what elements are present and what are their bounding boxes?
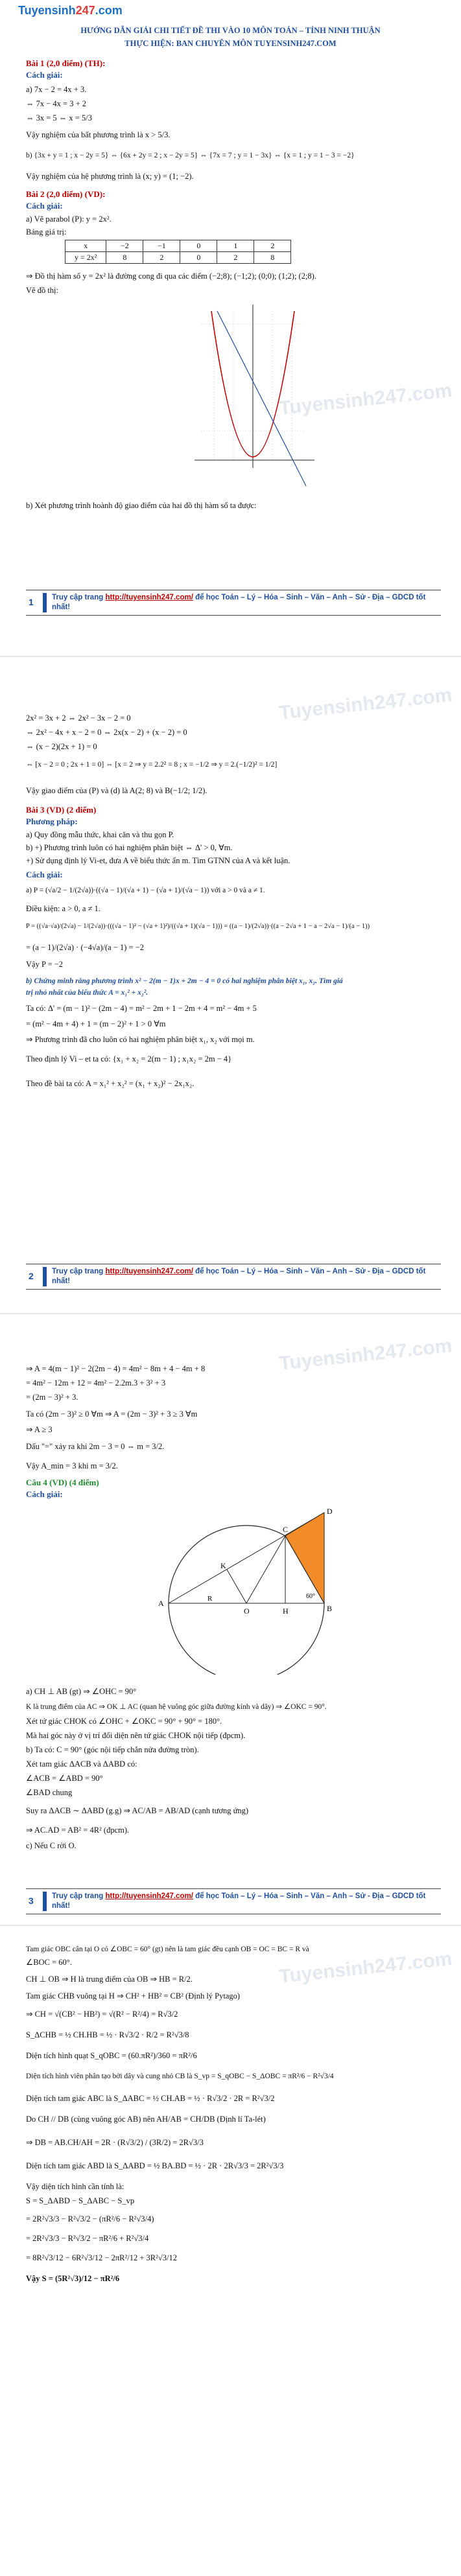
watermark: Tuyensinh247.com <box>278 1948 453 1988</box>
text-line: CH ⊥ OB ⇒ H là trung điểm của OB ⇒ HB = R/2. <box>26 1975 193 1984</box>
text-line: Xét tam giác ΔACB và ΔABD có: <box>26 1759 137 1769</box>
text-line: Vậy S = (5R²√3)/12 − πR²/6 <box>26 2274 120 2283</box>
footer-text: Truy cập trang http://tuyensinh247.com/ để học Toán – Lý – Hóa – Sinh – Văn – Anh – Sử - Địa – GDCD tốt nhất! <box>52 594 426 611</box>
fig-label-H: H <box>283 1607 289 1616</box>
text-line: a) Quy đồng mẫu thức, khai căn và thu gọn P. <box>26 830 174 839</box>
table-cell: −1 <box>143 240 180 252</box>
text-line: Vậy nghiệm của hệ phương trình là (x; y) = (1; −2). <box>26 172 194 181</box>
page-number: 2 <box>29 1271 34 1281</box>
page-3 <box>0 1318 461 1960</box>
page-separator <box>0 1925 461 1926</box>
fig-label-K: K <box>220 1561 226 1570</box>
page-separator <box>0 656 461 657</box>
text-line: +) Sử dụng định lý Vi-et, đưa A về biểu thức ẩn m. Tìm GTNN của A và kết luận. <box>26 856 290 865</box>
text-line: Ta có: Δ' = (m − 1)² − (2m − 4) = m² − 2m + 1 − 2m + 4 = m² − 4m + 5 <box>26 1004 257 1013</box>
page-separator <box>0 1313 461 1314</box>
text-line: Theo định lý Vi – et ta có: {x₁ + x₂ = 2(m − 1) ; x₁x₂ = 2m − 4} <box>26 1054 232 1063</box>
text-line: ⇔ 2x² − 4x + x − 2 = 0 ⇔ 2x(x − 2) + (x − 2) = 0 <box>26 728 187 737</box>
text-line: K là trung điểm của AC ⇒ OK ⊥ AC (quan hệ vuông góc giữa đường kính và dây) ⇒ ∠OKC = 90°. <box>26 1703 327 1711</box>
table-row <box>65 240 291 252</box>
page-footer <box>26 590 441 616</box>
text-line: ∠ACB = ∠ABD = 90° <box>26 1774 103 1783</box>
footer-link[interactable]: http://tuyensinh247.com/ <box>105 594 193 601</box>
text-line: a) P = (√a/2 − 1/(2√a))·((√a − 1)/(√a + 1) − (√a + 1)/(√a − 1)) với a > 0 và a ≠ 1. <box>26 887 265 894</box>
fig-label-A: A <box>158 1599 164 1608</box>
text-line: Vậy nghiệm của bất phương trình là x > 5/3. <box>26 130 171 139</box>
footer-bar <box>43 1267 47 1286</box>
text-line: = 4m² − 12m + 12 = 4m² − 2.2m.3 + 3² + 3 <box>26 1378 166 1387</box>
parabol-graph <box>156 298 350 493</box>
table-cell: 0 <box>180 240 217 252</box>
text-line: ∠BAD chung <box>26 1788 73 1797</box>
section-heading: Câu 4 (VD) (4 điểm) <box>26 1478 99 1487</box>
method-heading: Phương pháp: <box>26 817 78 826</box>
table-cell: 2 <box>217 252 254 264</box>
page-2 <box>0 661 461 1309</box>
text-line: ⇒ AC.AD = AB² = 4R² (đpcm). <box>26 1826 130 1835</box>
text-line: 2x² = 3x + 2 ⇔ 2x² − 3x − 2 = 0 <box>26 714 131 723</box>
text-line: c) Nếu C rời O. <box>26 1841 77 1850</box>
footer-bar <box>43 1892 47 1911</box>
text-line: Vẽ đồ thị: <box>26 286 58 295</box>
text-line: ⇒ A = 4(m − 1)² − 2(2m − 4) = 4m² − 8m + 4 − 4m + 8 <box>26 1364 206 1373</box>
table-cell: y = 2x² <box>65 252 106 264</box>
text-line: S_ΔCHB = ½ CH.HB = ½ · R√3/2 · R/2 = R²√3/8 <box>26 2030 189 2039</box>
text-line: a) Vẽ parabol (P): y = 2x². <box>26 215 112 224</box>
text-line: Theo đề bài ta có: A = x₁² + x₂² = (x₁ + x₂)² − 2x₁x₂. <box>26 1079 195 1088</box>
text-line: ⇔ (x − 2)(2x + 1) = 0 <box>26 742 97 751</box>
table-cell: −2 <box>106 240 143 252</box>
footer-link[interactable]: http://tuyensinh247.com/ <box>105 1268 193 1275</box>
method-heading: Cách giải: <box>26 870 63 879</box>
question-text: trị nhỏ nhất của biểu thức A = x₁² + x₂². <box>26 989 148 997</box>
text-line: ⇒ Đồ thị hàm số y = 2x² là đường cong đi qua các điểm (−2;8); (−1;2); (0;0); (1;2); (2;8). <box>26 272 316 281</box>
text-line: Tam giác OBC cân tại O có ∠OBC = 60° (gt) nên là tam giác đều cạnh OB = OC = BC = R và <box>26 1945 309 1953</box>
text-line: Suy ra ΔACB ∼ ΔABD (g.g) ⇒ AC/AB = AB/AD (cạnh tương ứng) <box>26 1806 249 1815</box>
text-line: = 2R²√3/3 − R²√3/2 − πR²/6 + R²√3/4 <box>26 2234 149 2243</box>
method-heading: Cách giải: <box>26 201 63 211</box>
text-line: Diện tích hình quạt S_qOBC = (60.πR²)/360 = πR²/6 <box>26 2051 197 2060</box>
text-line: Điều kiện: a > 0, a ≠ 1. <box>26 904 100 913</box>
table-cell: 8 <box>254 252 291 264</box>
fig-label-angle: 60° <box>306 1593 315 1600</box>
text-line: Vậy giao điểm của (P) và (d) là A(2; 8) và B(−1/2; 1/2). <box>26 786 207 795</box>
text-line: = 2R²√3/3 − R²√3/2 − (πR²/6 − R²√3/4) <box>26 2214 154 2223</box>
watermark: Tuyensinh247.com <box>278 684 453 724</box>
table-cell: 1 <box>217 240 254 252</box>
section-heading: Bài 2 (2,0 điểm) (VD): <box>26 189 106 199</box>
fig-label-O: O <box>244 1607 250 1616</box>
text-line: Dấu "=" xảy ra khi 2m − 3 = 0 ⇔ m = 3/2. <box>26 1442 165 1451</box>
text-line: b) Xét phương trình hoành độ giao điểm của hai đồ thị hàm số ta được: <box>26 501 257 510</box>
text-line: Bảng giá trị: <box>26 227 67 237</box>
question-text: b) Chứng minh rằng phương trình x² − 2(m − 1)x + 2m − 4 = 0 có hai nghiệm phân biệt x₁, x₂. Tìm giá <box>26 977 343 985</box>
text-line: Diện tích tam giác ABD là S_ΔABD = ½ BA.BD = ½ · 2R · 2R√3/3 = 2R²√3/3 <box>26 2161 284 2170</box>
watermark: Tuyensinh247.com <box>278 380 453 419</box>
brand-logo: Tuyensinh247.com <box>18 4 123 17</box>
text-line: S = S_ΔABD − S_ΔABC − S_vp <box>26 2196 135 2205</box>
page-subtitle: THỰC HIỆN: BAN CHUYÊN MÔN TUYENSINH247.COM <box>124 39 337 48</box>
text-line: b) Ta có: C = 90° (góc nội tiếp chắn nửa đường tròn). <box>26 1745 199 1754</box>
footer-text: Truy cập trang http://tuyensinh247.com/ để học Toán – Lý – Hóa – Sinh – Văn – Anh – Sử - Địa – GDCD tốt nhất! <box>52 1892 426 1910</box>
page-number: 1 <box>29 597 34 607</box>
text-line: = 8R²√3/12 − 6R²√3/12 − 2πR²/12 + 3R²√3/12 <box>26 2253 177 2262</box>
fig-label-R: R <box>207 1595 213 1603</box>
footer-link[interactable]: http://tuyensinh247.com/ <box>105 1892 193 1900</box>
text-line: ⇒ CH = √(CB² − HB²) = √(R² − R²/4) = R√3/2 <box>26 2010 178 2019</box>
page-4 <box>0 1931 461 2576</box>
section-heading: Bài 3 (VD) (2 điểm) <box>26 805 97 815</box>
fig-label-B: B <box>327 1604 333 1613</box>
text-line: Vậy diện tích hình cần tính là: <box>26 2182 124 2191</box>
text-line: a) CH ⊥ AB (gt) ⇒ ∠OHC = 90° <box>26 1687 137 1696</box>
watermark: Tuyensinh247.com <box>278 1335 453 1375</box>
table-cell: x <box>65 240 106 252</box>
page-number: 3 <box>29 1896 34 1906</box>
text-line: = (2m − 3)² + 3. <box>26 1393 78 1402</box>
text-line: a) 7x − 2 = 4x + 3. <box>26 85 87 94</box>
method-heading: Cách giải: <box>26 70 63 80</box>
text-line: ⇔ 7x − 4x = 3 + 2 <box>26 99 87 108</box>
text-line: Vậy A_min = 3 khi m = 3/2. <box>26 1461 118 1470</box>
page-footer <box>26 1888 441 1914</box>
footer-bar <box>43 593 47 612</box>
text-line: ⇔ [x − 2 = 0 ; 2x + 1 = 0] ⇔ [x = 2 ⇒ y = 2.2² = 8 ; x = −1/2 ⇒ y = 2.(−1/2)² = 1/2] <box>26 761 278 769</box>
text-line: Diện tích tam giác ABC là S_ΔABC = ½ CH.AB = ½ · R√3/2 · 2R = R²√3/2 <box>26 2094 275 2103</box>
text-line: Ta có (2m − 3)² ≥ 0 ∀m ⇒ A = (2m − 3)² + 3 ≥ 3 ∀m <box>26 1410 198 1419</box>
page-title: HƯỚNG DẪN GIẢI CHI TIẾT ĐỀ THI VÀO 10 MÔN TOÁN – TỈNH NINH THUẬN <box>80 26 381 35</box>
table-cell: 8 <box>106 252 143 264</box>
table-cell: 2 <box>254 240 291 252</box>
text-line: = (m² − 4m + 4) + 1 = (m − 2)² + 1 > 0 ∀m <box>26 1019 166 1028</box>
text-line: Mà hai góc này ở vị trí đối diện nên tứ giác CHOK nội tiếp (đpcm). <box>26 1731 246 1740</box>
text-line: b) {3x + y = 1 ; x − 2y = 5} ⇔ {6x + 2y = 2 ; x − 2y = 5} ⇔ {7x = 7 ; y = 1 − 3x} ⇔ {x = 1 ; y = 1 − 3 = −2} <box>26 152 355 159</box>
text-line: = (a − 1)/(2√a) · (−4√a)/(a − 1) = −2 <box>26 943 144 952</box>
text-line: P = ((√a·√a)/(2√a) − 1/(2√a))·(((√a − 1)² − (√a + 1)²)/((√a + 1)(√a − 1))) = ((a − 1)/(2√a))·((a − 2√a + 1 − a − 2√a − 1)/(a − 1)) <box>26 923 370 930</box>
text-line: Tam giác CHB vuông tại H ⇒ CH² + HB² = CB² (Định lý Pytago) <box>26 1991 241 2001</box>
footer-text: Truy cập trang http://tuyensinh247.com/ để học Toán – Lý – Hóa – Sinh – Văn – Anh – Sử - Địa – GDCD tốt nhất! <box>52 1268 426 1285</box>
page-1 <box>0 0 461 642</box>
value-table <box>65 240 291 264</box>
text-line: Xét tứ giác CHOK có ∠OHC + ∠OKC = 90° + 90° = 180°. <box>26 1717 222 1726</box>
text-line: ⇒ Phương trình đã cho luôn có hai nghiệm phân biệt x₁, x₂ với mọi m. <box>26 1035 255 1044</box>
page-footer <box>26 1264 441 1290</box>
section-heading: Bài 1 (2,0 điểm) (TH): <box>26 58 106 68</box>
method-heading: Cách giải: <box>26 1489 63 1499</box>
text-line: b) +) Phương trình luôn có hai nghiệm phân biệt ⇔ Δ' > 0, ∀m. <box>26 843 233 852</box>
fig-label-C: C <box>283 1525 289 1534</box>
table-row <box>65 252 291 264</box>
table-cell: 2 <box>143 252 180 264</box>
text-line: ∠BOC = 60°. <box>26 1958 72 1967</box>
text-line: Vậy P = −2 <box>26 960 64 969</box>
fig-label-D: D <box>327 1507 333 1516</box>
text-line: Diện tích hình viên phân tạo bởi dây và cung nhỏ CB là S_vp = S_qOBC − S_ΔOBC = πR²/6 − R²√3/4 <box>26 2072 334 2080</box>
text-line: ⇒ DB = AB.CH/AH = 2R · (R√3/2) / (3R/2) = 2R√3/3 <box>26 2138 204 2147</box>
table-cell: 0 <box>180 252 217 264</box>
geometry-figure <box>130 1506 363 1675</box>
text-line: Do CH // DB (cùng vuông góc AB) nên AH/AB = CH/DB (Định lí Ta-lét) <box>26 2115 266 2124</box>
text-line: ⇒ A ≥ 3 <box>26 1425 53 1434</box>
text-line: ⇔ 3x = 5 ⇔ x = 5/3 <box>26 113 92 122</box>
